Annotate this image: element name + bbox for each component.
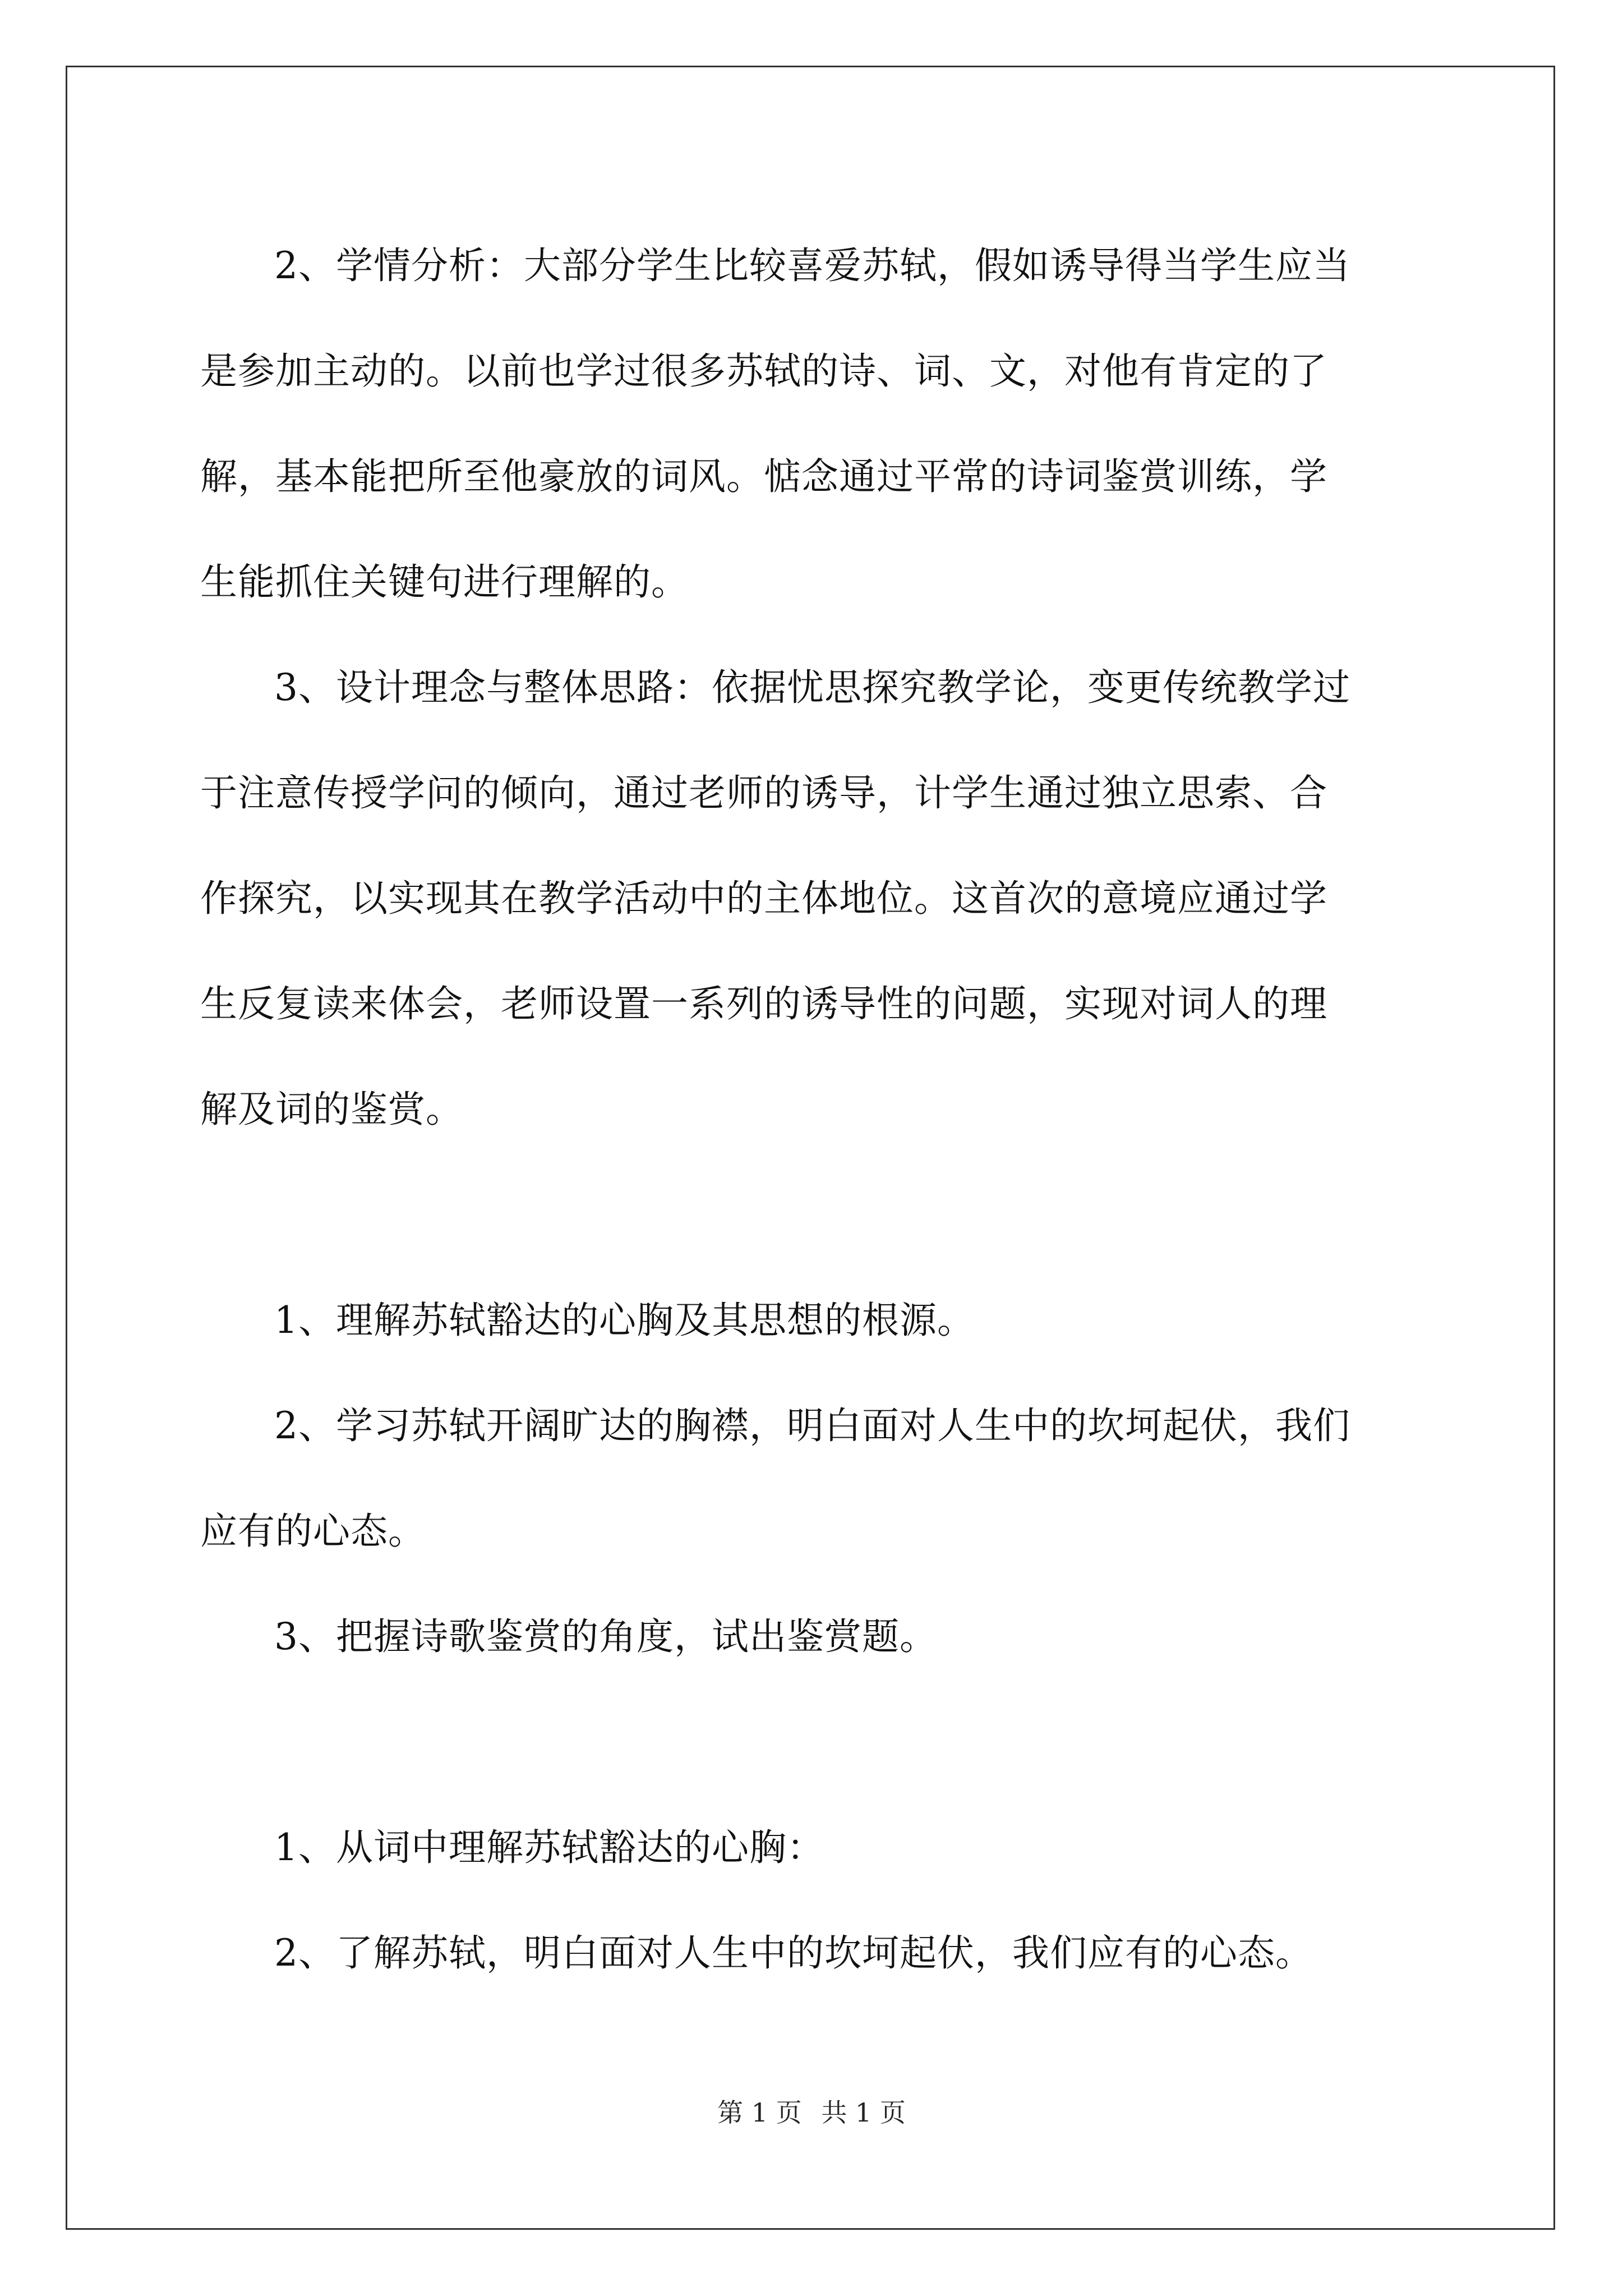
document-body — [200, 213, 1434, 2006]
paragraph-line: 1、理解苏轼豁达的心胸及其思想的根源。 — [274, 1299, 975, 1342]
section-gap — [200, 1162, 1434, 1268]
paragraph-line: 2、学习苏轼开阔旷达的胸襟，明白面对人生中的坎坷起伏，我们 — [274, 1404, 1350, 1447]
paragraph-line: 是参加主动的。以前也学过很多苏轼的诗、词、文，对他有肯定的了 — [200, 349, 1327, 393]
section-gap — [200, 1690, 1434, 1795]
paragraph-line: 生能抓住关键句进行理解的。 — [200, 560, 689, 604]
page-footer — [0, 2092, 1623, 2129]
paragraph-line: 3、设计理念与整体思路：依据忧思探究教学论，变更传统教学过 — [274, 666, 1350, 709]
paragraph-line: 生反复读来体会，老师设置一系列的诱导性的问题，实现对词人的理 — [200, 982, 1327, 1025]
page-number: 第 1 页 — [717, 2097, 802, 2128]
paragraph-line: 于注意传授学问的倾向，通过老师的诱导，计学生通过独立思索、合 — [200, 771, 1327, 815]
paragraph-line: 解及词的鉴赏。 — [200, 1088, 463, 1131]
paragraph-line: 应有的心态。 — [200, 1510, 426, 1553]
paragraph-line: 解，基本能把所至他豪放的词风。惦念通过平常的诗词鉴赏训练，学 — [200, 455, 1327, 498]
paragraph-line: 2、了解苏轼，明白面对人生中的坎坷起伏，我们应有的心态。 — [274, 1931, 1313, 1975]
paragraph-line: 1、从词中理解苏轼豁达的心胸： — [274, 1826, 824, 1869]
paragraph-line: 2、学情分析：大部分学生比较喜爱苏轼，假如诱导得当学生应当 — [274, 244, 1350, 287]
paragraph-line: 3、把握诗歌鉴赏的角度，试出鉴赏题。 — [274, 1615, 937, 1658]
page-total: 共 1 页 — [821, 2097, 906, 2128]
paragraph-line: 作探究，以实现其在教学活动中的主体地位。这首次的意境应通过学 — [200, 877, 1327, 920]
